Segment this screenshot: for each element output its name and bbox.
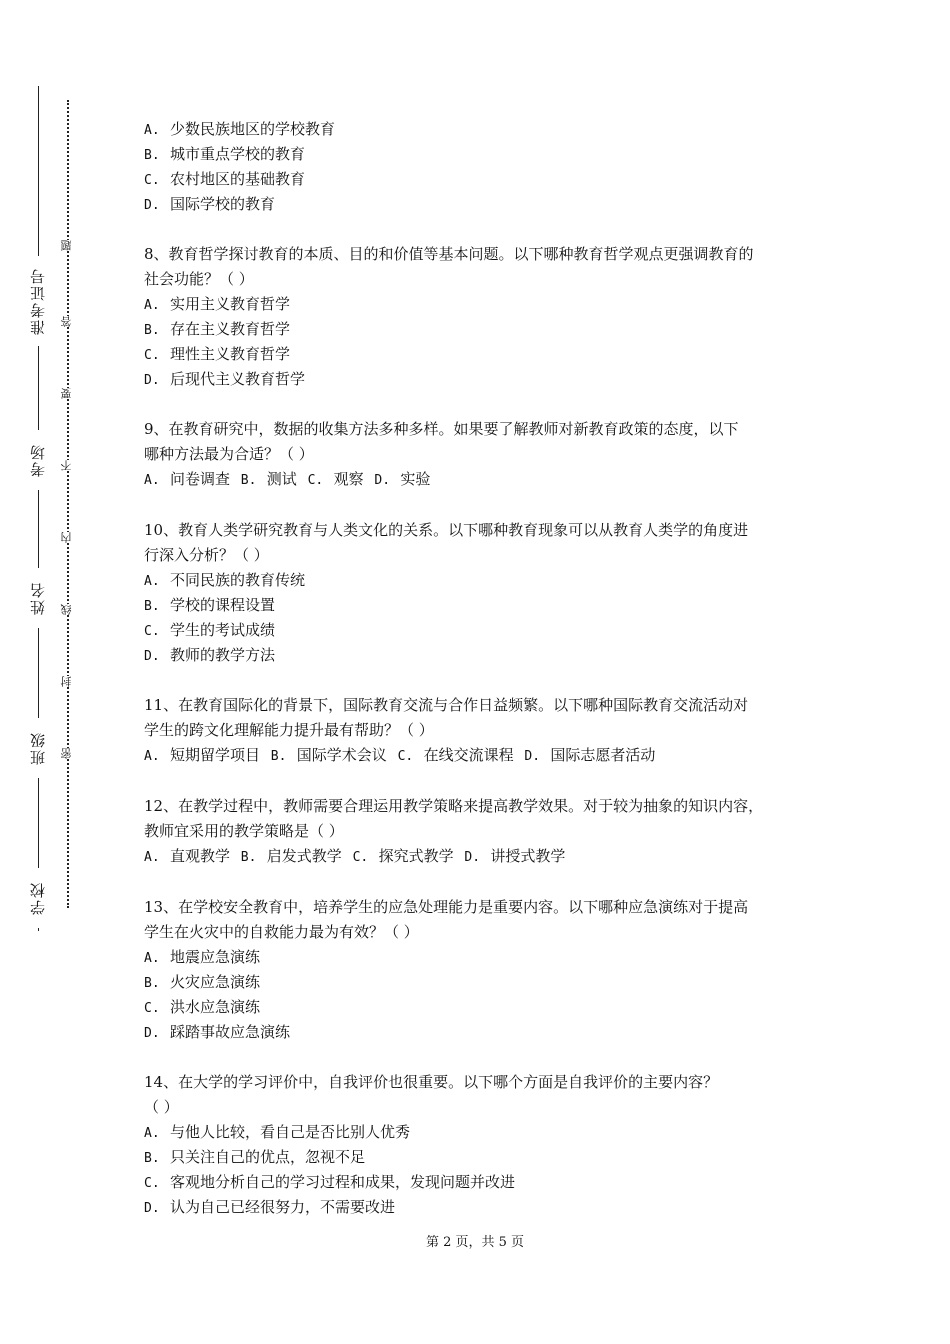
option: B. 学校的课程设置 bbox=[144, 596, 276, 614]
seal-char: 线 bbox=[60, 604, 73, 615]
question-stem: 12、在教学过程中，教师需要合理运用教学策略来提高教学效果。对于较为抽象的知识内容， bbox=[144, 797, 764, 815]
name-label: 姓名 bbox=[20, 568, 56, 628]
option: A. 实用主义教育哲学 bbox=[144, 295, 291, 313]
question-stem: 13、在学校安全教育中，培养学生的应急处理能力是重要内容。以下哪种应急演练对于提高 bbox=[144, 898, 749, 916]
question-10 bbox=[144, 518, 824, 668]
question-stem: 行深入分析？（ ） bbox=[144, 546, 269, 564]
question-stem: 学生在火灾中的自救能力最为有效？（ ） bbox=[144, 923, 419, 941]
option: A. 少数民族地区的学校教育 bbox=[144, 120, 336, 138]
inline-options bbox=[144, 844, 824, 870]
option: A. 不同民族的教育传统 bbox=[144, 571, 306, 589]
option: D. 认为自己已经很努力，不需要改进 bbox=[144, 1198, 396, 1216]
question-stem: 8、教育哲学探讨教育的本质、目的和价值等基本问题。以下哪种教育哲学观点更强调教育的 bbox=[144, 245, 754, 263]
option: A. 短期留学项目 bbox=[144, 746, 261, 764]
option: C. 客观地分析自己的学习过程和成果，发现问题并改进 bbox=[144, 1173, 516, 1191]
option: B. 启发式教学 bbox=[240, 847, 342, 865]
option: B. 城市重点学校的教育 bbox=[144, 145, 306, 163]
option: C. 洪水应急演练 bbox=[144, 998, 261, 1016]
question-stem: 10、教育人类学研究教育与人类文化的关系。以下哪种教育现象可以从教育人类学的角度进 bbox=[144, 521, 749, 539]
option: C. 观察 bbox=[307, 470, 364, 488]
question-content bbox=[144, 117, 824, 1245]
question-stem: （ ） bbox=[144, 1098, 179, 1116]
seal-char: 题 bbox=[60, 240, 73, 251]
question-stem: 9、在教育研究中，数据的收集方法多种多样。如果要了解教师对新教育政策的态度，以下 bbox=[144, 420, 739, 438]
question-8 bbox=[144, 242, 824, 392]
option: D. 教师的教学方法 bbox=[144, 646, 276, 664]
option: B. 国际学术会议 bbox=[270, 746, 387, 764]
option: C. 在线交流课程 bbox=[397, 746, 514, 764]
inline-options bbox=[144, 467, 824, 493]
option: B. 火灾应急演练 bbox=[144, 973, 261, 991]
seal-dotted-line bbox=[67, 100, 69, 908]
seal-char: 封 bbox=[60, 676, 73, 687]
seal-char: 答 bbox=[60, 316, 73, 327]
question-stem: 社会功能？（ ） bbox=[144, 270, 254, 288]
seal-char: 要 bbox=[60, 388, 73, 399]
question-13 bbox=[144, 895, 824, 1045]
option: D. 后现代主义教育哲学 bbox=[144, 370, 306, 388]
option: D. 踩踏事故应急演练 bbox=[144, 1023, 291, 1041]
question-11 bbox=[144, 693, 824, 769]
exam-number-label: 准考证号 bbox=[20, 256, 56, 346]
option: A. 地震应急演练 bbox=[144, 948, 261, 966]
option: B. 测试 bbox=[240, 470, 297, 488]
option: A. 问卷调查 bbox=[144, 470, 231, 488]
option: C. 理性主义教育哲学 bbox=[144, 345, 291, 363]
option: A. 与他人比较，看自己是否比别人优秀 bbox=[144, 1123, 411, 1141]
question-14 bbox=[144, 1070, 824, 1220]
question-stem: 教师宜采用的教学策略是（ ） bbox=[144, 822, 344, 840]
class-label: 班级 bbox=[20, 718, 56, 778]
option: C. 学生的考试成绩 bbox=[144, 621, 276, 639]
question-stem: 14、在大学的学习评价中，自我评价也很重要。以下哪个方面是自我评价的主要内容？ bbox=[144, 1073, 719, 1091]
option: D. 实验 bbox=[374, 470, 431, 488]
binding-solid-line bbox=[38, 86, 39, 931]
question-stem: 哪种方法最为合适？（ ） bbox=[144, 445, 314, 463]
seal-char: 内 bbox=[60, 532, 73, 543]
binding-margin bbox=[0, 0, 110, 1344]
seal-char: 密 bbox=[60, 748, 73, 759]
option: C. 探究式教学 bbox=[352, 847, 454, 865]
option: D. 讲授式教学 bbox=[464, 847, 566, 865]
question-stem: 学生的跨文化理解能力提升最有帮助？（ ） bbox=[144, 721, 434, 739]
option: A. 直观教学 bbox=[144, 847, 231, 865]
exam-room-label: 考场 bbox=[20, 430, 56, 490]
option: D. 国际学校的教育 bbox=[144, 195, 276, 213]
question-7-options bbox=[144, 117, 824, 217]
question-12 bbox=[144, 794, 824, 870]
seal-char: 不 bbox=[60, 460, 73, 471]
question-stem: 11、在教育国际化的背景下，国际教育交流与合作日益频繁。以下哪种国际教育交流活动对 bbox=[144, 696, 749, 714]
school-label: 学校 bbox=[20, 868, 56, 928]
page-footer: 第 2 页，共 5 页 bbox=[425, 1235, 525, 1250]
inline-options bbox=[144, 743, 824, 769]
question-9 bbox=[144, 417, 824, 493]
option: D. 国际志愿者活动 bbox=[524, 746, 656, 764]
option: B. 存在主义教育哲学 bbox=[144, 320, 291, 338]
option: C. 农村地区的基础教育 bbox=[144, 170, 306, 188]
option: B. 只关注自己的优点，忽视不足 bbox=[144, 1148, 366, 1166]
